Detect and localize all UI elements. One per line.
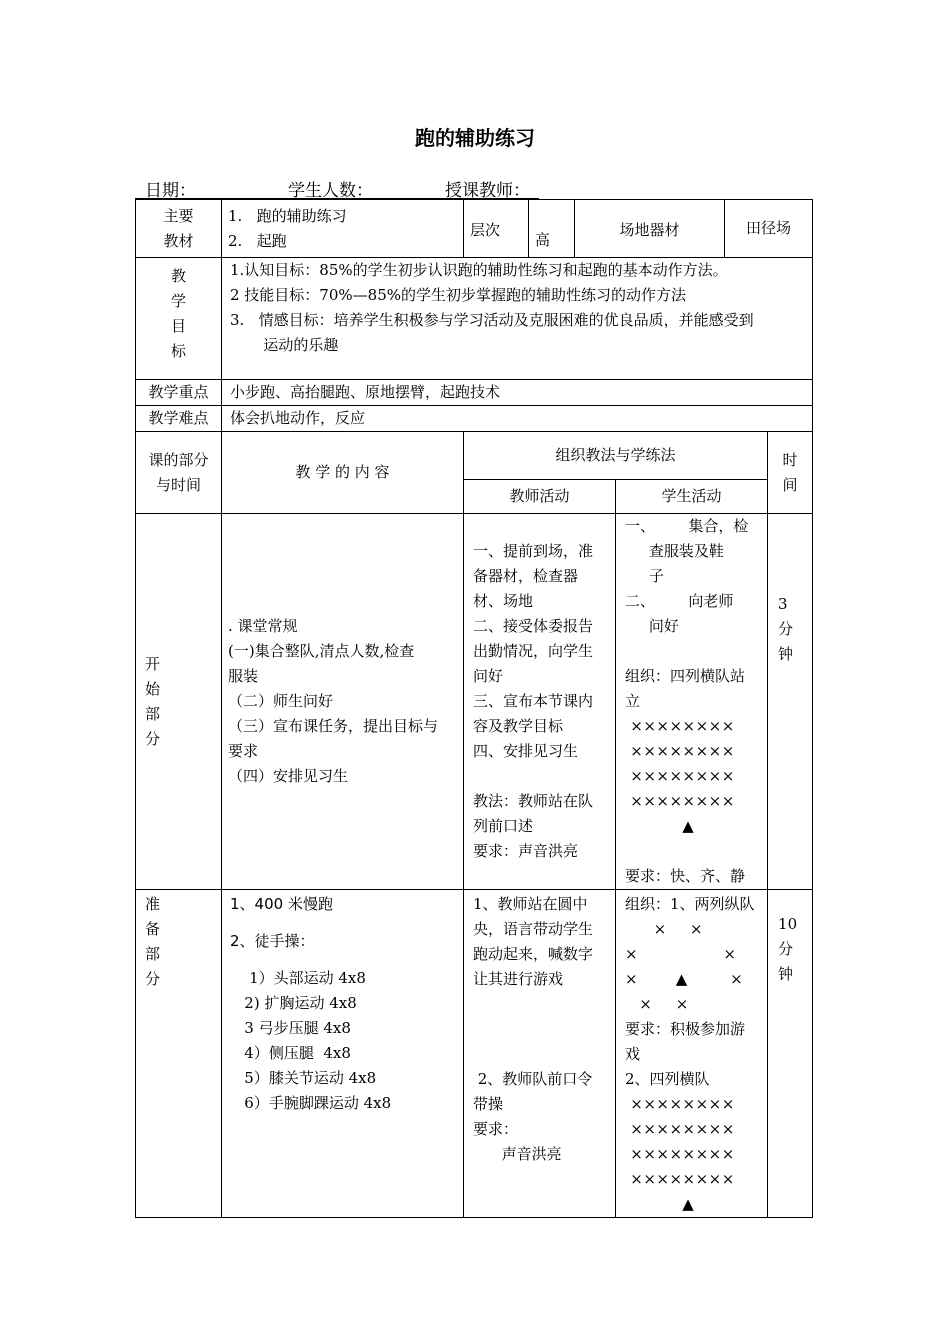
formation-row: × × <box>625 920 703 938</box>
teacher-label: 授课教师： <box>445 181 530 201</box>
student-line: 二、 向老师 <box>625 592 734 610</box>
student-line: 立 <box>625 692 641 710</box>
section-start-label <box>136 514 222 890</box>
student-line: 子 <box>625 567 664 585</box>
section-prep-label <box>136 890 222 1218</box>
content-line: （四）安排见习生 <box>228 767 349 785</box>
teacher-line <box>473 1042 609 1067</box>
section-start-time-text: 3 分 钟 <box>778 594 794 663</box>
header-teacher-activity: 教师活动 <box>464 480 616 514</box>
student-line: 要求：快、齐、静 <box>625 867 746 885</box>
formation-row: ×××××××× <box>625 767 735 785</box>
content-line: 2、徒手操： <box>230 932 315 950</box>
teacher-line: 声音洪亮 <box>473 1145 562 1163</box>
goals-label-text: 教 学 目 标 <box>170 267 186 360</box>
key-point-value: 小步跑、高抬腿跑、原地摆臂，起跑技术 <box>222 380 813 406</box>
teacher-line: 教法：教师站在队 <box>473 792 594 810</box>
goal-item: 1.认知目标：85%的学生初步认识跑的辅助性练习和起跑的基本动作方法。 <box>230 261 728 279</box>
student-line: 查服装及鞋 <box>625 542 724 560</box>
formation-row: ×××××××× <box>625 1095 735 1113</box>
formation-row: × × <box>625 945 736 963</box>
content-line: (一)集合整队,清点人数,检查 <box>228 642 415 660</box>
header-section-text: 课的部分 与时间 <box>148 450 209 494</box>
section-prep-label-text: 准 备 部 分 <box>145 895 161 988</box>
teacher-line: 央，语言带动学生 <box>473 920 594 938</box>
teacher-line: 二、接受体委报告 <box>473 617 594 635</box>
difficulty-label: 教学难点 <box>136 406 222 432</box>
content-line: 1、400 米慢跑 <box>230 895 333 913</box>
teacher-line: 问好 <box>473 667 504 685</box>
teacher-line: 备器材，检查器 <box>473 567 579 585</box>
teacher-line <box>473 1017 609 1042</box>
content-line: （三）宣布课任务，提出目标与 <box>228 717 439 735</box>
level-value-text: 高 <box>535 231 551 249</box>
material-item: 2. 起跑 <box>228 232 287 250</box>
header-student-activity: 学生活动 <box>616 480 768 514</box>
student-line: 组织：1、两列纵队 <box>625 895 755 913</box>
teacher-line: 出勤情况，向学生 <box>473 642 594 660</box>
goal-item: 运动的乐趣 <box>230 336 339 354</box>
header-time <box>768 432 813 514</box>
student-line <box>625 839 761 864</box>
exercise-item: 4）侧压腿 4x8 <box>230 1044 351 1062</box>
header-method: 组织教法与学练法 <box>464 432 768 480</box>
formation-row: ×××××××× <box>625 742 735 760</box>
teacher-line: 跑动起来，喊数字 <box>473 945 594 963</box>
header-section <box>136 432 222 514</box>
content-line: . 课堂常规 <box>228 617 298 635</box>
header-content: 教 学 的 内 容 <box>222 432 464 514</box>
teacher-position-marker: ▲ <box>625 1195 694 1213</box>
exercise-item: 1）头部运动 4x8 <box>230 969 366 987</box>
content-line: 服装 <box>228 667 259 685</box>
teacher-line <box>473 764 609 789</box>
lesson-plan-table <box>135 199 813 1218</box>
student-line: 2、四列横队 <box>625 1070 710 1088</box>
exercise-item: 6）手腕脚踝运动 4x8 <box>230 1094 392 1112</box>
student-line <box>625 639 761 664</box>
teacher-line: 带操 <box>473 1095 504 1113</box>
date-label: 日期： <box>145 181 196 201</box>
venue-value-text: 田径场 <box>746 219 792 237</box>
teacher-line: 一、提前到场，准 <box>473 542 594 560</box>
formation-row: ×××××××× <box>625 717 735 735</box>
level-label <box>464 200 529 258</box>
venue-label-text: 场地器材 <box>619 221 680 239</box>
difficulty-value: 体会扒地动作，反应 <box>222 406 813 432</box>
formation-row: ×××××××× <box>625 1170 735 1188</box>
section-start-time <box>768 514 813 890</box>
section-start-student <box>616 514 768 890</box>
goals-label <box>136 258 222 380</box>
content-line: 要求 <box>228 742 259 760</box>
formation-row: ×××××××× <box>625 792 735 810</box>
section-prep-student <box>616 890 768 1218</box>
venue-label <box>575 200 725 258</box>
materials-items <box>222 200 464 258</box>
page-title: 跑的辅助练习 <box>415 126 535 150</box>
teacher-line: 让其进行游戏 <box>473 970 564 988</box>
section-prep-teacher <box>464 890 616 1218</box>
section-prep-content <box>222 890 464 1218</box>
section-start-teacher <box>464 514 616 890</box>
materials-label <box>136 200 222 258</box>
exercise-item: 2) 扩胸运动 4x8 <box>230 994 357 1012</box>
formation-row: ×××××××× <box>625 1120 735 1138</box>
exercise-item: 3 弓步压腿 4x8 <box>230 1019 351 1037</box>
teacher-position-marker: ▲ <box>625 817 694 835</box>
teacher-line: 列前口述 <box>473 817 534 835</box>
formation-row: ×××××××× <box>625 1145 735 1163</box>
student-line: 要求：积极参加游 <box>625 1020 746 1038</box>
materials-label-text: 主要 教材 <box>163 207 194 250</box>
key-point-label: 教学重点 <box>136 380 222 406</box>
section-prep-time-text: 10 分 钟 <box>778 915 798 983</box>
student-line: 一、 集合，检 <box>625 517 749 535</box>
goals-content <box>222 258 813 380</box>
header-time-text: 时 间 <box>782 450 798 494</box>
teacher-line: 容及教学目标 <box>473 717 564 735</box>
teacher-line <box>473 992 609 1017</box>
teacher-line: 四、安排见习生 <box>473 742 579 760</box>
teacher-line: 材、场地 <box>473 592 534 610</box>
venue-value <box>725 200 813 258</box>
level-label-text: 层次 <box>470 221 501 239</box>
formation-row: × ▲ × <box>625 970 743 988</box>
exercise-item: 5）膝关节运动 4x8 <box>230 1069 377 1087</box>
student-line: 问好 <box>625 617 679 635</box>
section-start-label-text: 开 始 部 分 <box>145 654 161 748</box>
goal-item: 3. 情感目标：培养学生积极参与学习活动及克服困难的优良品质，并能感受到 <box>230 311 754 329</box>
teacher-line: 要求：声音洪亮 <box>473 842 579 860</box>
level-value <box>529 200 575 258</box>
teacher-line: 2、教师队前口令 <box>473 1070 593 1088</box>
teacher-line: 1、教师站在圆中 <box>473 895 588 913</box>
section-prep-time <box>768 890 813 1218</box>
goal-item: 2 技能目标：70%—85%的学生初步掌握跑的辅助性练习的动作方法 <box>230 286 686 304</box>
student-count-label: 学生人数： <box>288 181 373 201</box>
teacher-line: 要求： <box>473 1120 519 1138</box>
content-line: （二）师生问好 <box>228 692 334 710</box>
material-item: 1. 跑的辅助练习 <box>228 207 347 225</box>
student-line: 戏 <box>625 1045 641 1063</box>
student-line: 组织：四列横队站 <box>625 667 746 685</box>
formation-row: × × <box>625 995 689 1013</box>
section-start-content <box>222 514 464 890</box>
teacher-line: 三、宣布本节课内 <box>473 692 594 710</box>
